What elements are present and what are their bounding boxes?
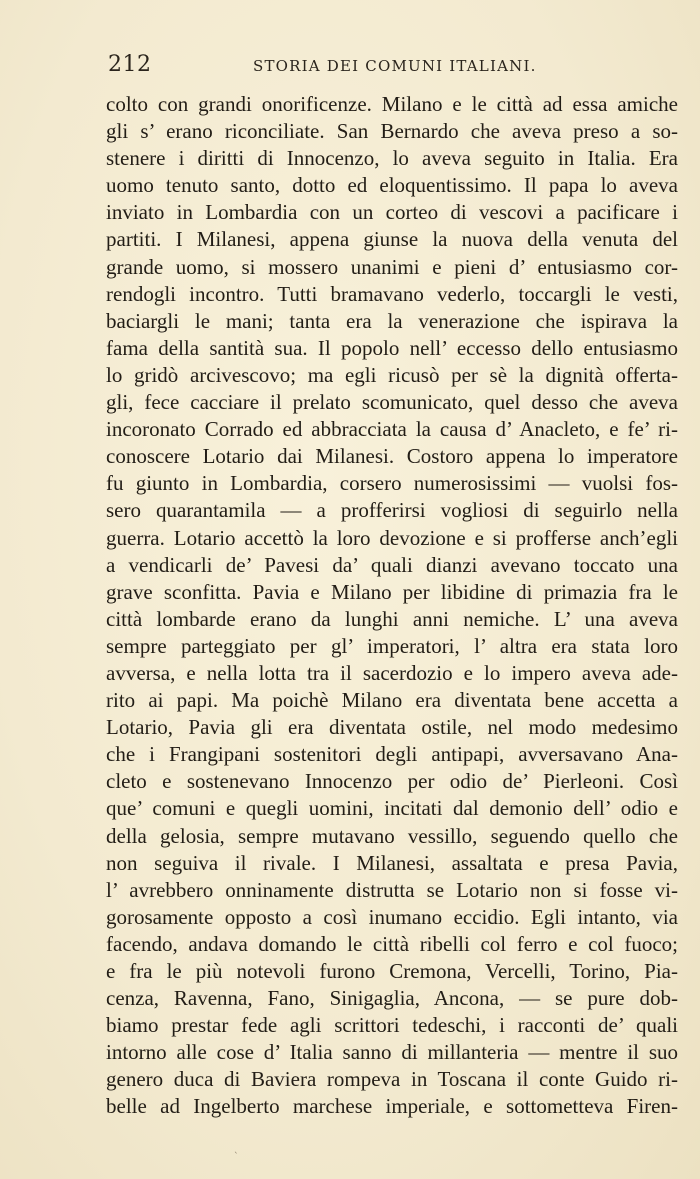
stray-ink-mark: ` [234, 1152, 239, 1162]
text-line: l’ avrebbero onninamente distrutta se Lotario non si fosse vi- [106, 877, 678, 902]
running-title: STORIA DEI COMUNI ITALIANI. [253, 57, 537, 75]
text-line: stenere i diritti di Innocenzo, lo aveva seguito in Italia. Era [106, 146, 678, 171]
text-line: guerra. Lotario accettò la loro devozione e si profferse anch’egli [106, 525, 678, 550]
text-line: que’ comuni e quegli uomini, incitati dal demonio dell’ odio e [106, 796, 678, 821]
text-line: cleto e sostenevano Innocenzo per odio de’ Pierleoni. Così [106, 769, 678, 794]
text-line: conoscere Lotario dai Milanesi. Costoro appena lo imperatore [106, 444, 678, 469]
text-line: intorno alle cose d’ Italia sanno di millanteria — mentre il suo [106, 1040, 678, 1065]
text-line: a vendicarli de’ Pavesi da’ quali dianzi avevano toccato una [106, 552, 678, 577]
text-line: grande uomo, si mossero unanimi e pieni d’ entusiasmo cor- [106, 254, 678, 279]
text-line: Lotario, Pavia gli era diventata ostile, nel modo medesimo [106, 715, 678, 740]
text-line: che i Frangipani sostenitori degli antipapi, avversavano Ana- [106, 742, 678, 767]
page-number: 212 [108, 52, 152, 77]
text-line: gli s’ erano riconciliate. San Bernardo che aveva preso a so- [106, 119, 678, 144]
text-line: colto con grandi onorificenze. Milano e le città ad essa amiche [106, 92, 678, 116]
page-header [108, 52, 678, 82]
text-line: gorosamente opposto a così inumano eccidio. Egli intanto, via [106, 904, 678, 929]
body-text [106, 91, 678, 1121]
text-line: genero duca di Baviera rompeva in Toscana il conte Guido ri- [106, 1067, 678, 1092]
text-line: gli, fece cacciare il prelato scomunicato, quel desso che aveva [106, 390, 678, 415]
text-line: e fra le più notevoli furono Cremona, Vercelli, Torino, Pia- [106, 959, 678, 983]
text-line: lo gridò arcivescovo; ma egli ricusò per sè la dignità offerta- [106, 362, 678, 387]
text-line: sempre parteggiato per gl’ imperatori, l’ altra era stata loro [106, 633, 678, 658]
text-line: incoronato Corrado ed abbracciata la causa d’ Anacleto, e fe’ ri- [106, 417, 678, 442]
text-line: fu giunto in Lombardia, corsero numerosissimi — vuolsi fos- [106, 471, 678, 496]
text-line: biamo prestar fede agli scrittori tedeschi, i racconti de’ quali [106, 1013, 678, 1038]
text-line: partiti. I Milanesi, appena giunse la nuova della venuta del [106, 227, 678, 252]
text-line: fama della santità sua. Il popolo nell’ eccesso dello entusiasmo [106, 335, 678, 360]
text-line: non seguiva il rivale. I Milanesi, assaltata e presa Pavia, [106, 850, 678, 875]
text-line: grave sconfitta. Pavia e Milano per libidine di primazia fra le [106, 579, 678, 604]
text-line: rito ai papi. Ma poichè Milano era diventata bene accetta a [106, 688, 678, 713]
text-line: uomo tenuto santo, dotto ed eloquentissimo. Il papa lo aveva [106, 173, 678, 198]
text-line: rendogli incontro. Tutti bramavano vederlo, toccargli le vesti, [106, 281, 678, 306]
text-line: baciargli le mani; tanta era la venerazione che ispirava la [106, 308, 678, 333]
text-line: sero quarantamila — a profferirsi vogliosi di seguirlo nella [106, 498, 678, 523]
text-line: della gelosia, sempre mutavano vessillo, seguendo quello che [106, 823, 678, 848]
text-line: belle ad Ingelberto marchese imperiale, e sottometteva Firen- [106, 1094, 678, 1119]
text-line: avversa, e nella lotta tra il sacerdozio e lo impero aveva ade- [106, 660, 678, 685]
text-line: città lombarde erano da lunghi anni nemiche. L’ una aveva [106, 606, 678, 631]
text-line: facendo, andava domando le città ribelli col ferro e col fuoco; [106, 931, 678, 956]
text-line: cenza, Ravenna, Fano, Sinigaglia, Ancona, — se pure dob- [106, 986, 678, 1011]
text-line: inviato in Lombardia con un corteo di vescovi a pacificare i [106, 200, 678, 225]
